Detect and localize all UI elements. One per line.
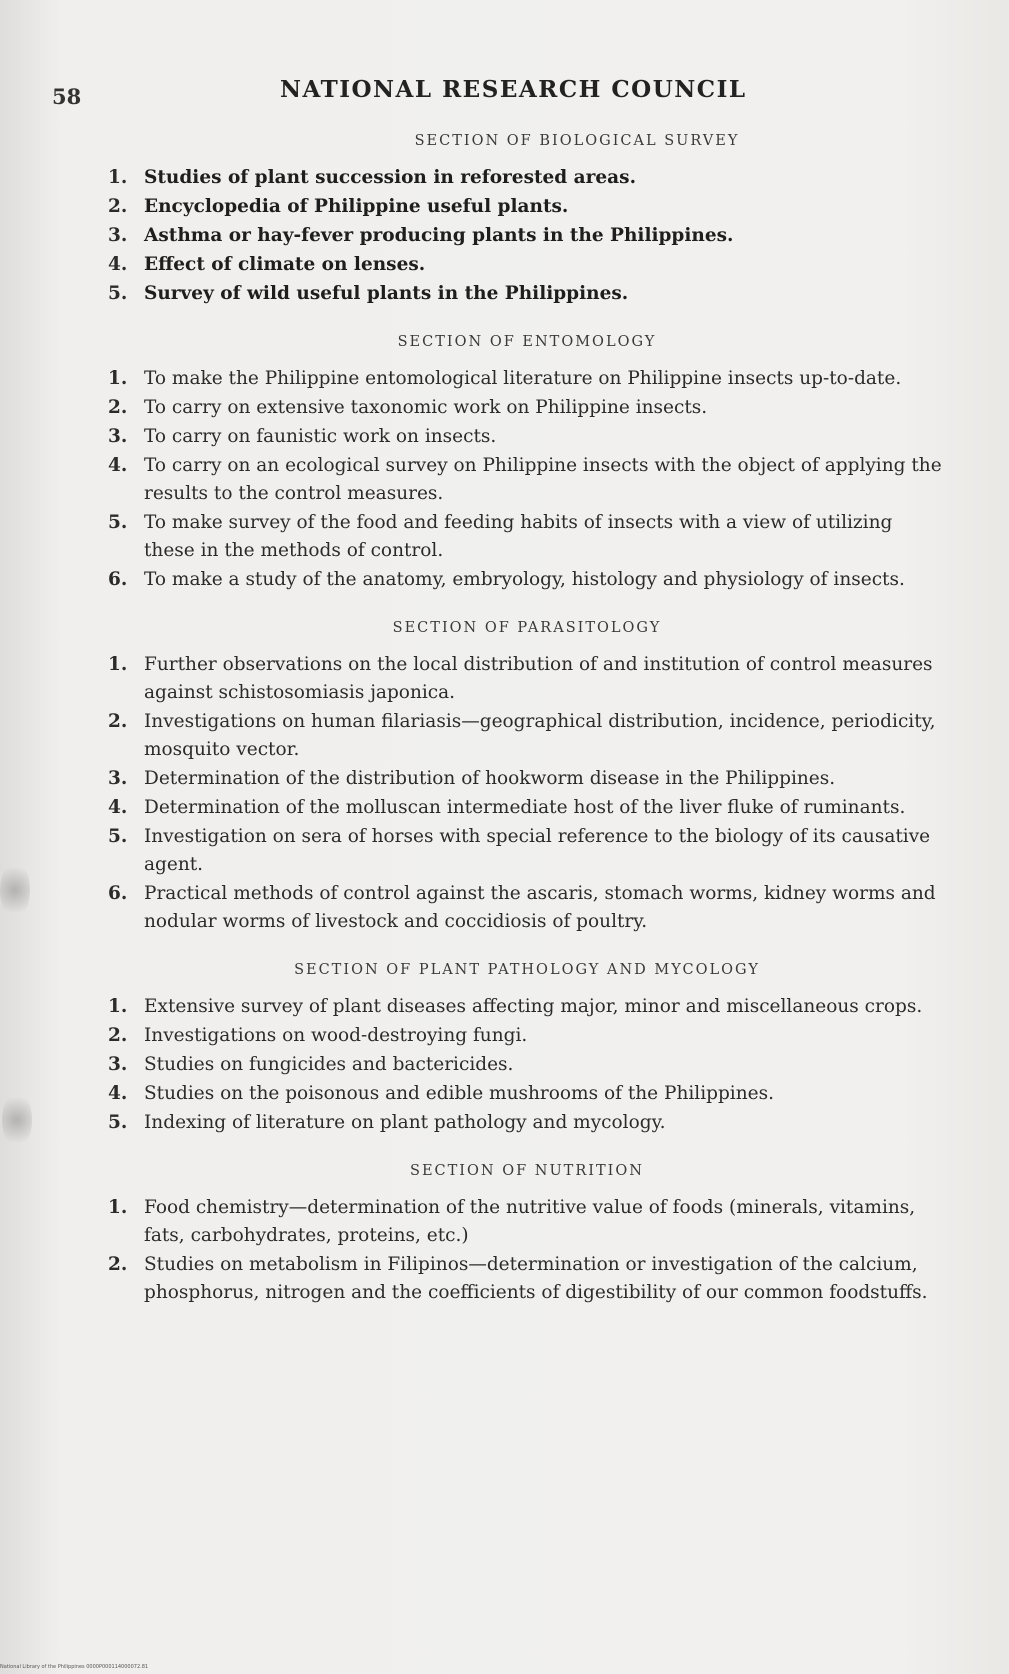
item-text: Investigation on sera of horses with special reference to the biology of its causative agent. xyxy=(144,826,931,875)
item-number: 4. xyxy=(108,254,128,275)
section-gap xyxy=(108,309,946,331)
item-text: Indexing of literature on plant pathology and mycology. xyxy=(144,1112,666,1133)
list-item xyxy=(108,280,946,308)
list-item xyxy=(108,452,946,508)
item-number: 6. xyxy=(108,569,128,590)
list-item xyxy=(108,1109,946,1137)
item-number: 5. xyxy=(108,283,128,304)
item-number: 2. xyxy=(108,1025,128,1046)
item-number: 2. xyxy=(108,196,128,217)
section-nutrition xyxy=(108,1160,946,1307)
section-entomology xyxy=(108,331,946,594)
item-text: Food chemistry—determination of the nutritive value of foods (minerals, vitamins, fats, carbohydrates, proteins, etc.) xyxy=(144,1197,916,1246)
section-gap xyxy=(108,937,946,959)
list-item xyxy=(108,993,946,1021)
item-text: Determination of the distribution of hookworm disease in the Philippines. xyxy=(144,768,836,789)
item-number: 1. xyxy=(108,654,128,675)
item-text: Extensive survey of plant diseases affecting major, minor and miscellaneous crops. xyxy=(144,996,923,1017)
item-text: Investigations on wood-destroying fungi. xyxy=(144,1025,528,1046)
section-heading: SECTION OF ENTOMOLOGY xyxy=(397,334,657,350)
item-number: 2. xyxy=(108,711,128,732)
list-item xyxy=(108,423,946,451)
list-item xyxy=(108,365,946,393)
item-list xyxy=(108,993,946,1137)
section-heading: SECTION OF BIOLOGICAL SURVEY xyxy=(414,133,740,149)
list-item xyxy=(108,566,946,594)
item-text: To make the Philippine entomological literature on Philippine insects up-to-date. xyxy=(144,368,902,389)
list-item xyxy=(108,1022,946,1050)
running-title: NATIONAL RESEARCH COUNCIL xyxy=(280,76,747,103)
item-text: To carry on faunistic work on insects. xyxy=(144,426,497,447)
item-list xyxy=(108,1194,946,1307)
item-number: 3. xyxy=(108,225,128,246)
item-list xyxy=(108,365,946,594)
item-text: Further observations on the local distribution of and institution of control measures against schistosomiasis japonica. xyxy=(144,654,933,703)
item-number: 3. xyxy=(108,1054,128,1075)
list-item xyxy=(108,394,946,422)
list-item xyxy=(108,708,946,764)
list-item xyxy=(108,222,946,250)
section-heading: SECTION OF PARASITOLOGY xyxy=(392,620,662,636)
page-body xyxy=(108,130,946,1308)
section-biological-survey xyxy=(108,130,946,308)
section-heading: SECTION OF NUTRITION xyxy=(410,1163,644,1179)
scan-smudge xyxy=(2,1090,32,1150)
list-item xyxy=(108,1251,946,1307)
list-item xyxy=(108,1080,946,1108)
item-text: Encyclopedia of Philippine useful plants. xyxy=(144,196,569,217)
item-number: 5. xyxy=(108,512,128,533)
item-number: 5. xyxy=(108,1112,128,1133)
item-number: 5. xyxy=(108,826,128,847)
item-text: Effect of climate on lenses. xyxy=(144,254,426,275)
scan-smudge xyxy=(0,860,30,920)
list-item xyxy=(108,651,946,707)
item-text: To carry on an ecological survey on Philippine insects with the object of applying the results to the control measures. xyxy=(144,455,942,504)
list-item xyxy=(108,823,946,879)
list-item xyxy=(108,880,946,936)
item-text: Studies on fungicides and bactericides. xyxy=(144,1054,514,1075)
item-text: To carry on extensive taxonomic work on Philippine insects. xyxy=(144,397,708,418)
item-text: Studies on the poisonous and edible mushrooms of the Philippines. xyxy=(144,1083,774,1104)
item-number: 1. xyxy=(108,368,128,389)
section-heading: SECTION OF PLANT PATHOLOGY AND MYCOLOGY xyxy=(294,962,760,978)
section-gap xyxy=(108,595,946,617)
item-list xyxy=(108,651,946,936)
item-text: Determination of the molluscan intermediate host of the liver fluke of ruminants. xyxy=(144,797,906,818)
item-number: 1. xyxy=(108,1197,128,1218)
item-text: Studies of plant succession in reforested areas. xyxy=(144,167,637,188)
list-item xyxy=(108,251,946,279)
item-text: Investigations on human filariasis—geographical distribution, incidence, periodicity, mosquito vector. xyxy=(144,711,936,760)
section-plant-pathology xyxy=(108,959,946,1137)
list-item xyxy=(108,794,946,822)
item-number: 4. xyxy=(108,455,128,476)
section-gap xyxy=(108,1138,946,1160)
scan-footer: National Library of the Philippines 0000P000114000072.81 xyxy=(0,1664,149,1670)
list-item xyxy=(108,1194,946,1250)
page-number: 58 xyxy=(52,84,82,109)
item-text: To make a study of the anatomy, embryology, histology and physiology of insects. xyxy=(144,569,905,590)
item-number: 3. xyxy=(108,426,128,447)
item-text: Studies on metabolism in Filipinos—determination or investigation of the calcium, phosphorus, nitrogen and the coefficients of digestibility of our common foodstuffs. xyxy=(144,1254,928,1303)
item-text: Practical methods of control against the ascaris, stomach worms, kidney worms and nodular worms of livestock and coccidiosis of poultry. xyxy=(144,883,936,932)
item-number: 1. xyxy=(108,996,128,1017)
item-number: 4. xyxy=(108,1083,128,1104)
item-number: 2. xyxy=(108,1254,128,1275)
list-item xyxy=(108,164,946,192)
list-item xyxy=(108,509,946,565)
section-parasitology xyxy=(108,617,946,936)
item-number: 3. xyxy=(108,768,128,789)
item-number: 1. xyxy=(108,167,128,188)
item-text: To make survey of the food and feeding habits of insects with a view of utilizing these in the methods of control. xyxy=(144,512,893,561)
list-item xyxy=(108,193,946,221)
item-text: Survey of wild useful plants in the Philippines. xyxy=(144,283,629,304)
item-number: 4. xyxy=(108,797,128,818)
item-number: 2. xyxy=(108,397,128,418)
list-item xyxy=(108,1051,946,1079)
item-list xyxy=(108,164,946,308)
item-text: Asthma or hay-fever producing plants in the Philippines. xyxy=(144,225,734,246)
list-item xyxy=(108,765,946,793)
item-number: 6. xyxy=(108,883,128,904)
